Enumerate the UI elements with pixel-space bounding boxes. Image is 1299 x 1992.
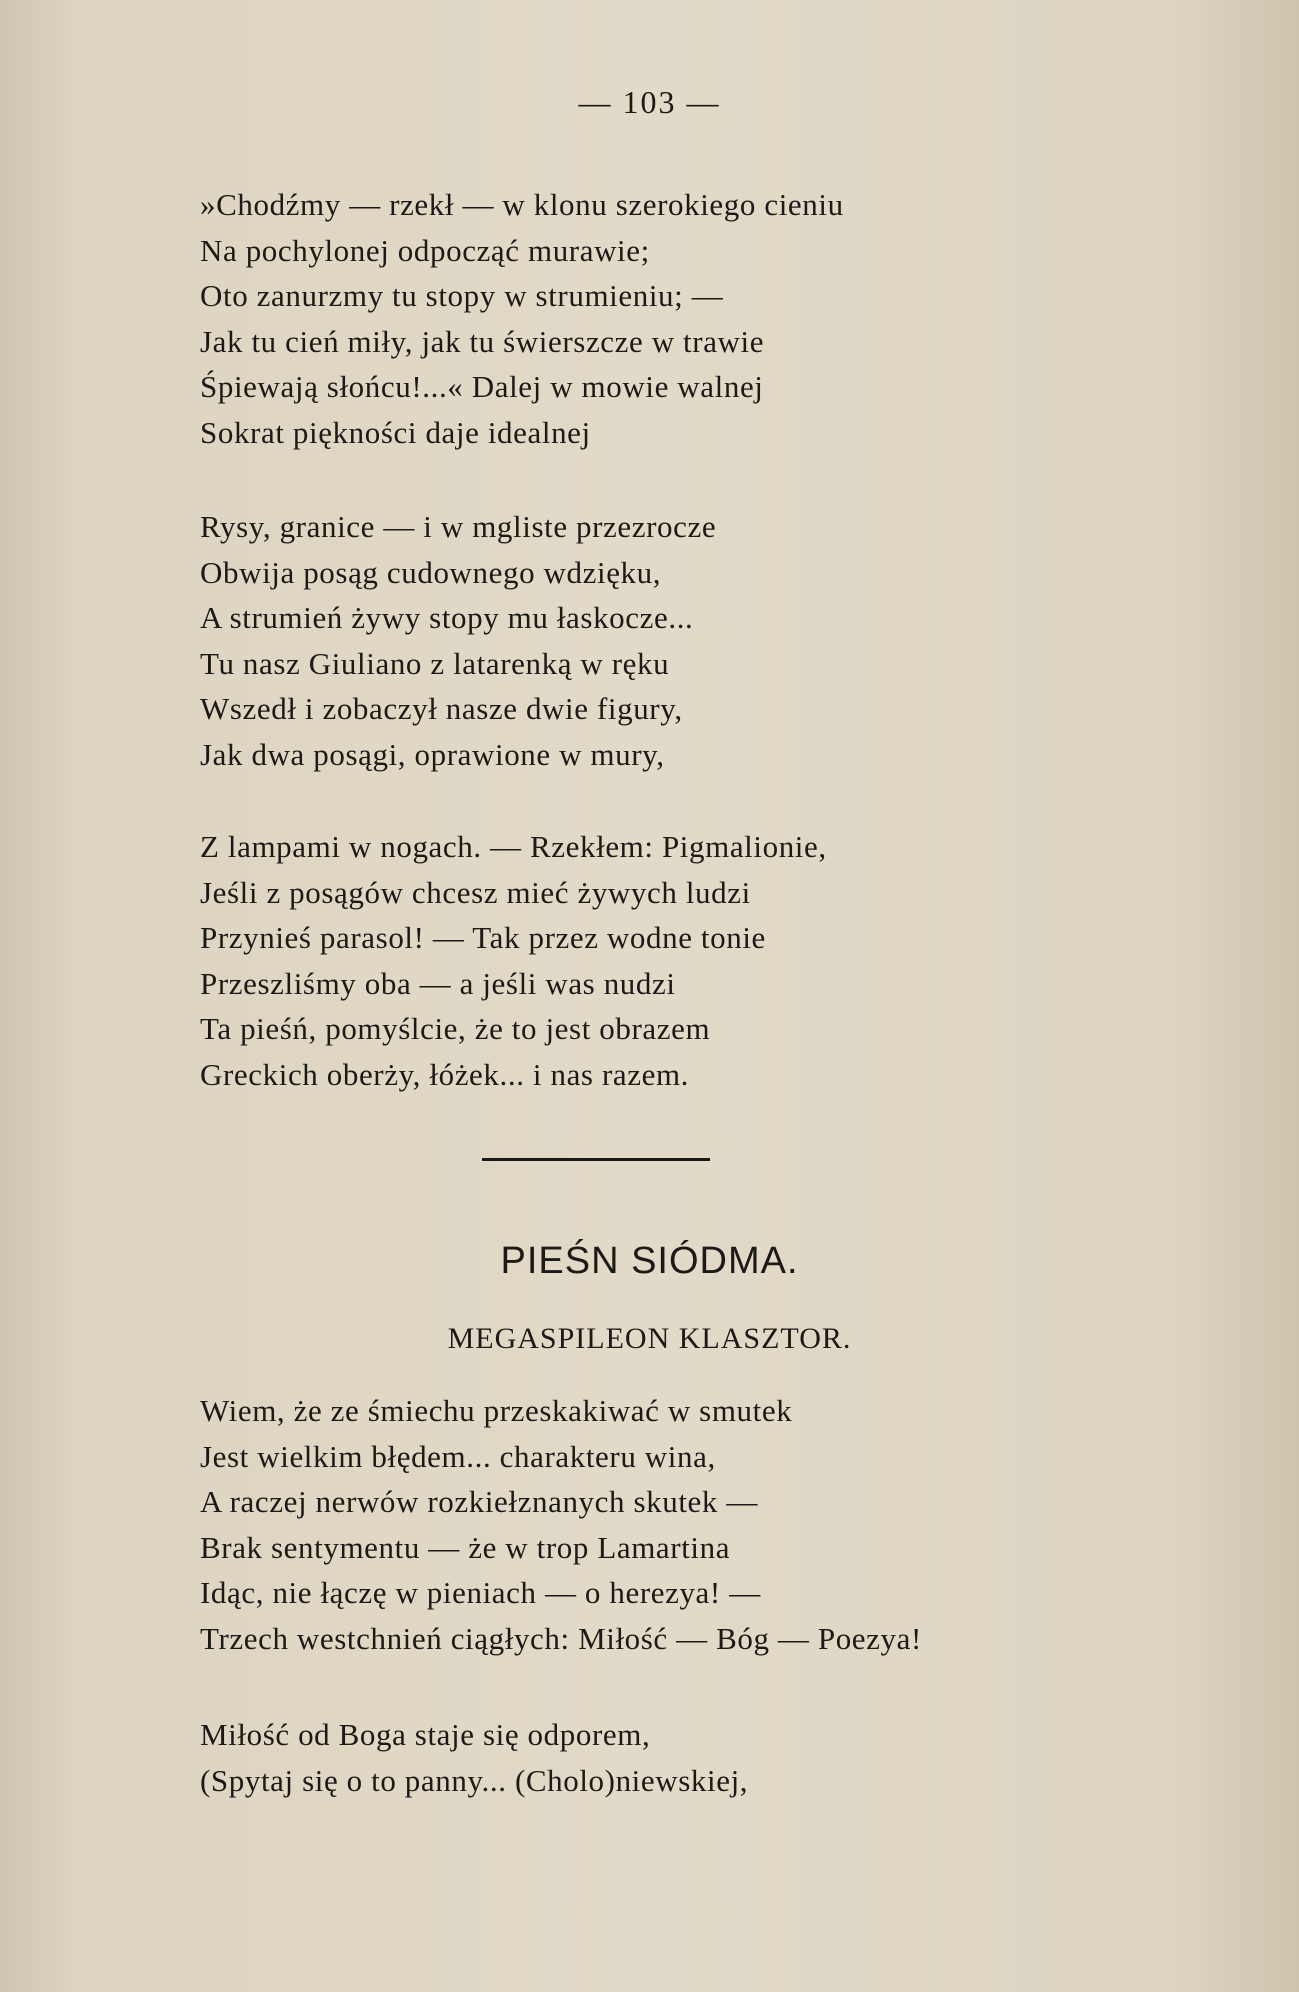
verse-line: Jeśli z posągów chcesz mieć żywych ludzi — [200, 874, 751, 910]
verse-line: Na pochylonej odpocząć murawie; — [200, 232, 650, 268]
verse-line: »Chodźmy — rzekł — w klonu szerokiego cieniu — [200, 187, 844, 222]
verse-line: Sokrat piękności daje idealnej — [200, 414, 591, 450]
verse-line: Tu nasz Giuliano z latarenką w ręku — [200, 645, 670, 681]
stanza — [200, 1712, 1150, 1803]
section-divider — [482, 1158, 710, 1161]
verse-line: Jest wielkim błędem... charakteru wina, — [200, 1438, 716, 1474]
verse-line: Obwija posąg cudownego wdzięku, — [200, 554, 662, 590]
verse-line: A raczej nerwów rozkiełznanych skutek — — [200, 1484, 758, 1520]
verse-line: Jak tu cień miły, jak tu świerszcze w trawie — [200, 323, 765, 359]
verse-line: Z lampami w nogach. — Rzekłem: Pigmalionie, — [200, 829, 827, 864]
stanza — [200, 1388, 1150, 1662]
verse-line: Przynieś parasol! — Tak przez wodne tonie — [200, 920, 766, 956]
verse-line: Miłość od Boga staje się odporem, — [200, 1717, 651, 1752]
chapter-title: PIEŚN SIÓDMA. — [500, 1240, 799, 1282]
page-number: — 103 — — [578, 84, 721, 120]
verse-line: Rysy, granice — i w mgliste przezrocze — [200, 509, 717, 544]
chapter-subtitle: MEGASPILEON KLASZTOR. — [447, 1322, 852, 1355]
verse-line: Oto zanurzmy tu stopy w strumieniu; — — [200, 278, 724, 314]
verse-line: Trzech westchnień ciągłych: Miłość — Bóg — Poezya! — [200, 1620, 922, 1656]
verse-line: Wiem, że ze śmiechu przeskakiwać w smutek — [200, 1393, 793, 1428]
verse-line: A strumień żywy stopy mu łaskocze... — [200, 600, 694, 636]
verse-line: Jak dwa posągi, oprawione w mury, — [200, 736, 665, 772]
verse-line: (Spytaj się o to panny... (Cholo)niewskiej, — [200, 1762, 749, 1798]
stanza — [200, 182, 1150, 456]
stanza — [200, 504, 1150, 778]
verse-line: Przeszliśmy oba — a jeśli was nudzi — [200, 965, 676, 1001]
verse-line: Brak sentymentu — że w trop Lamartina — [200, 1529, 731, 1565]
stanza — [200, 824, 1150, 1098]
verse-line: Greckich oberży, łóżek... i nas razem. — [200, 1056, 690, 1092]
verse-line: Idąc, nie łączę w pieniach — o herezya! — — [200, 1575, 761, 1611]
verse-line: Ta pieśń, pomyślcie, że to jest obrazem — [200, 1011, 711, 1047]
verse-line: Śpiewają słońcu!...« Dalej w mowie walnej — [200, 369, 764, 405]
verse-line: Wszedł i zobaczył nasze dwie figury, — [200, 691, 683, 727]
